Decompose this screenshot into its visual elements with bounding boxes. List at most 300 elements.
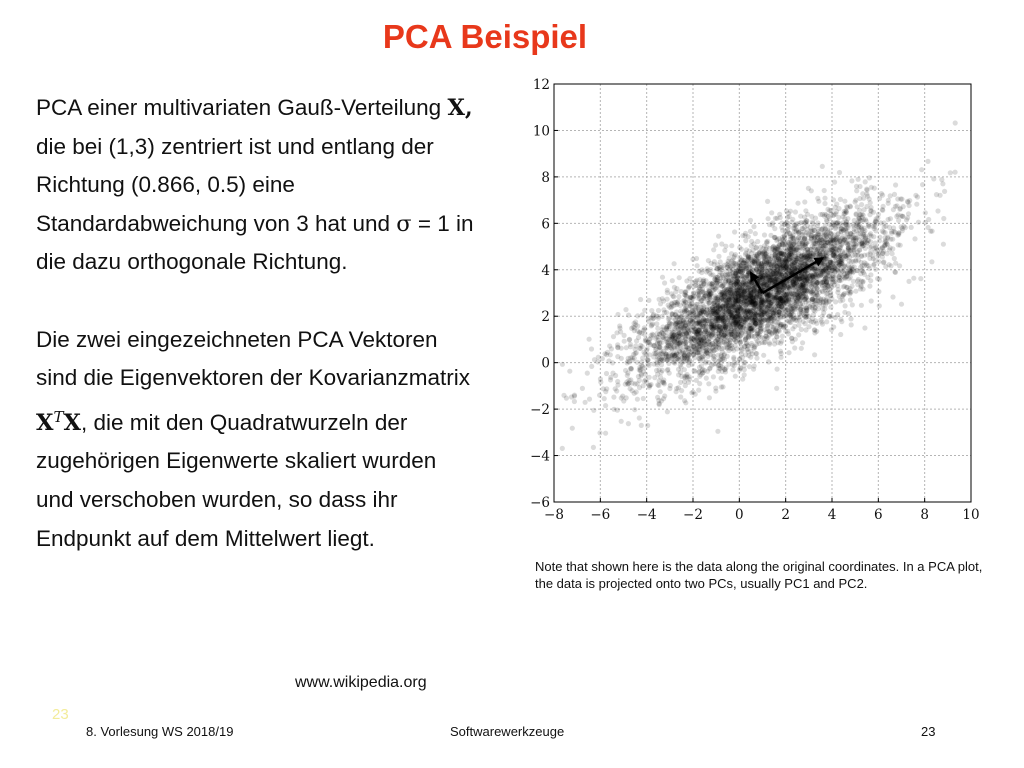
scatter-point <box>737 337 742 342</box>
scatter-point <box>732 325 737 330</box>
scatter-point <box>859 253 864 258</box>
scatter-point <box>656 316 661 321</box>
scatter-point <box>658 375 663 380</box>
scatter-point <box>817 244 822 249</box>
scatter-point <box>611 395 616 400</box>
scatter-point <box>684 331 689 336</box>
scatter-point <box>796 323 801 328</box>
scatter-point <box>635 360 640 365</box>
scatter-point <box>711 247 716 252</box>
scatter-point <box>714 277 719 282</box>
scatter-point <box>606 358 611 363</box>
scatter-point <box>828 260 833 265</box>
scatter-point <box>591 445 596 450</box>
scatter-point <box>781 325 786 330</box>
scatter-point <box>849 322 854 327</box>
scatter-point <box>761 315 766 320</box>
scatter-point <box>769 210 774 215</box>
scatter-point <box>867 266 872 271</box>
scatter-point <box>833 249 838 254</box>
scatter-point <box>935 208 940 213</box>
scatter-point <box>867 175 872 180</box>
scatter-point <box>802 199 807 204</box>
scatter-point <box>847 266 852 271</box>
scatter-point <box>740 260 745 265</box>
scatter-point <box>893 261 898 266</box>
scatter-point <box>685 326 690 331</box>
scatter-point <box>789 220 794 225</box>
scatter-point <box>639 423 644 428</box>
scatter-point <box>692 368 697 373</box>
scatter-point <box>799 220 804 225</box>
scatter-point <box>773 274 778 279</box>
scatter-point <box>867 256 872 261</box>
math-var-x2: X <box>63 409 81 436</box>
scatter-point <box>682 398 687 403</box>
scatter-point <box>668 383 673 388</box>
scatter-point <box>920 182 925 187</box>
scatter-point <box>833 211 838 216</box>
scatter-point <box>856 258 861 263</box>
scatter-point <box>813 254 818 259</box>
scatter-point <box>948 170 953 175</box>
scatter-point <box>748 321 753 326</box>
scatter-point <box>668 343 673 348</box>
scatter-point <box>740 377 745 382</box>
scatter-point <box>660 324 665 329</box>
scatter-point <box>716 234 721 239</box>
scatter-point <box>661 380 666 385</box>
scatter-point <box>848 316 853 321</box>
scatter-point <box>721 309 726 314</box>
scatter-point <box>853 289 858 294</box>
scatter-point <box>911 276 916 281</box>
scatter-point <box>881 230 886 235</box>
math-var-x: X <box>36 409 54 436</box>
scatter-point <box>737 356 742 361</box>
scatter-point <box>763 247 768 252</box>
scatter-point <box>752 302 757 307</box>
scatter-point <box>675 300 680 305</box>
scatter-point <box>803 321 808 326</box>
scatter-point <box>681 359 686 364</box>
scatter-point <box>675 352 680 357</box>
scatter-point <box>901 224 906 229</box>
body-text <box>36 89 476 558</box>
paragraph-gap <box>36 282 476 321</box>
scatter-point <box>877 277 882 282</box>
scatter-point <box>691 325 696 330</box>
scatter-point <box>709 272 714 277</box>
scatter-point <box>729 243 734 248</box>
scatter-point <box>842 199 847 204</box>
scatter-point <box>795 201 800 206</box>
scatter-point <box>832 279 837 284</box>
paragraph1-part1: PCA einer multivariaten Gauß-Verteilung <box>36 95 448 120</box>
scatter-point <box>863 179 868 184</box>
scatter-point <box>877 196 882 201</box>
scatter-point <box>785 223 790 228</box>
scatter-chart <box>524 72 994 537</box>
scatter-point <box>693 283 698 288</box>
scatter-point <box>816 199 821 204</box>
scatter-point <box>782 233 787 238</box>
scatter-point <box>664 357 669 362</box>
scatter-point <box>765 314 770 319</box>
scatter-point <box>820 289 825 294</box>
scatter-point <box>706 300 711 305</box>
scatter-point <box>750 283 755 288</box>
scatter-point <box>849 290 854 295</box>
scatter-point <box>918 276 923 281</box>
scatter-point <box>615 382 620 387</box>
scatter-point <box>755 239 760 244</box>
scatter-point <box>626 378 631 383</box>
scatter-point <box>868 249 873 254</box>
scatter-point <box>766 359 771 364</box>
scatter-point <box>718 259 723 264</box>
scatter-point <box>652 375 657 380</box>
scatter-point <box>748 290 753 295</box>
scatter-point <box>942 189 947 194</box>
scatter-point <box>763 265 768 270</box>
scatter-point <box>718 357 723 362</box>
scatter-point <box>809 188 814 193</box>
scatter-point <box>564 396 569 401</box>
scatter-point <box>873 228 878 233</box>
scatter-point <box>715 314 720 319</box>
scatter-point <box>802 235 807 240</box>
scatter-point <box>831 324 836 329</box>
scatter-point <box>681 318 686 323</box>
scatter-point <box>751 224 756 229</box>
scatter-point <box>737 312 742 317</box>
scatter-point <box>828 305 833 310</box>
scatter-point <box>750 312 755 317</box>
scatter-point <box>770 321 775 326</box>
scatter-point <box>765 199 770 204</box>
scatter-point <box>743 314 748 319</box>
scatter-point <box>737 245 742 250</box>
scatter-point <box>724 331 729 336</box>
scatter-point <box>587 397 592 402</box>
scatter-point <box>683 336 688 341</box>
scatter-point <box>862 325 867 330</box>
scatter-point <box>835 267 840 272</box>
scatter-point <box>718 331 723 336</box>
scatter-point <box>876 289 881 294</box>
scatter-point <box>853 199 858 204</box>
scatter-point <box>734 346 739 351</box>
scatter-point <box>572 399 577 404</box>
scatter-point <box>596 355 601 360</box>
scatter-point <box>872 262 877 267</box>
scatter-point <box>799 346 804 351</box>
scatter-point <box>756 261 761 266</box>
scatter-point <box>774 386 779 391</box>
scatter-point <box>765 324 770 329</box>
scatter-point <box>744 303 749 308</box>
scatter-point <box>736 305 741 310</box>
scatter-point <box>698 372 703 377</box>
scatter-point <box>810 221 815 226</box>
scatter-point <box>876 212 881 217</box>
scatter-point <box>625 370 630 375</box>
scatter-point <box>856 177 861 182</box>
scatter-point <box>876 259 881 264</box>
scatter-point <box>615 354 620 359</box>
scatter-point <box>730 267 735 272</box>
scatter-point <box>820 164 825 169</box>
scatter-point <box>623 382 628 387</box>
scatter-point <box>656 398 661 403</box>
scatter-point <box>798 297 803 302</box>
scatter-point <box>729 251 734 256</box>
scatter-point <box>812 352 817 357</box>
scatter-point <box>744 298 749 303</box>
scatter-point <box>840 258 845 263</box>
scatter-point <box>858 283 863 288</box>
scatter-point <box>929 259 934 264</box>
scatter-point <box>660 352 665 357</box>
scatter-point <box>892 256 897 261</box>
scatter-point <box>727 314 732 319</box>
scatter-point <box>727 340 732 345</box>
sigma-symbol: σ <box>396 210 412 237</box>
scatter-plot-svg <box>524 72 994 532</box>
scatter-point <box>822 261 827 266</box>
scatter-point <box>868 231 873 236</box>
scatter-point <box>861 230 866 235</box>
scatter-point <box>728 272 733 277</box>
scatter-point <box>881 204 886 209</box>
scatter-point <box>629 367 634 372</box>
scatter-point <box>764 240 769 245</box>
scatter-point <box>836 287 841 292</box>
scatter-point <box>709 324 714 329</box>
scatter-point <box>713 243 718 248</box>
scatter-point <box>840 273 845 278</box>
scatter-point <box>812 328 817 333</box>
scatter-point <box>919 167 924 172</box>
scatter-point <box>602 396 607 401</box>
scatter-point <box>658 301 663 306</box>
scatter-point <box>695 289 700 294</box>
scatter-point <box>700 354 705 359</box>
scatter-point <box>864 240 869 245</box>
scatter-point <box>695 263 700 268</box>
scatter-point <box>822 196 827 201</box>
scatter-point <box>802 313 807 318</box>
scatter-point <box>617 326 622 331</box>
scatter-point <box>821 240 826 245</box>
scatter-point <box>560 362 565 367</box>
scatter-point <box>646 298 651 303</box>
scatter-point <box>665 409 670 414</box>
scatter-point <box>752 363 757 368</box>
scatter-point <box>739 352 744 357</box>
scatter-point <box>749 239 754 244</box>
scatter-point <box>787 254 792 259</box>
scatter-point <box>713 386 718 391</box>
scatter-point <box>707 287 712 292</box>
scatter-point <box>890 294 895 299</box>
scatter-point <box>896 218 901 223</box>
scatter-point <box>706 339 711 344</box>
paragraph2-part1: Die zwei eingezeichneten PCA Vektoren sind die Eigenvektoren der Kovarianzmatrix <box>36 326 470 391</box>
scatter-point <box>899 302 904 307</box>
scatter-point <box>846 276 851 281</box>
scatter-point <box>772 306 777 311</box>
scatter-point <box>684 278 689 283</box>
scatter-point <box>580 386 585 391</box>
scatter-point <box>775 367 780 372</box>
scatter-point <box>646 316 651 321</box>
scatter-point <box>676 336 681 341</box>
scatter-point <box>857 227 862 232</box>
scatter-point <box>803 208 808 213</box>
scatter-point <box>622 333 627 338</box>
paragraph-distribution <box>36 89 476 282</box>
scatter-point <box>632 407 637 412</box>
slide-title: PCA Beispiel <box>382 18 588 55</box>
scatter-point <box>647 352 652 357</box>
scatter-point <box>572 393 577 398</box>
scatter-point <box>678 394 683 399</box>
scatter-point <box>939 177 944 182</box>
scatter-point <box>862 260 867 265</box>
scatter-point <box>647 375 652 380</box>
scatter-point <box>603 403 608 408</box>
scatter-point <box>761 353 766 358</box>
scatter-point <box>906 200 911 205</box>
scatter-point <box>683 289 688 294</box>
scatter-point <box>840 236 845 241</box>
scatter-point <box>567 369 572 374</box>
scatter-point <box>654 368 659 373</box>
scatter-point <box>633 343 638 348</box>
scatter-point <box>846 251 851 256</box>
scatter-point <box>857 242 862 247</box>
scatter-point <box>615 312 620 317</box>
scatter-point <box>603 389 608 394</box>
scatter-point <box>828 293 833 298</box>
scatter-point <box>912 236 917 241</box>
scatter-point <box>745 343 750 348</box>
scatter-point <box>869 244 874 249</box>
scatter-point <box>877 303 882 308</box>
scatter-point <box>744 247 749 252</box>
scatter-point <box>587 337 592 342</box>
scatter-point <box>838 298 843 303</box>
scatter-point <box>662 280 667 285</box>
scatter-point <box>737 320 742 325</box>
scatter-point <box>859 202 864 207</box>
scatter-point <box>786 319 791 324</box>
scatter-point <box>763 304 768 309</box>
scatter-point <box>638 297 643 302</box>
scatter-point <box>699 281 704 286</box>
scatter-point <box>780 309 785 314</box>
scatter-point <box>634 350 639 355</box>
scatter-point <box>831 239 836 244</box>
scatter-point <box>898 206 903 211</box>
scatter-point <box>842 268 847 273</box>
scatter-point <box>595 359 600 364</box>
scatter-point <box>822 201 827 206</box>
scatter-point <box>716 254 721 259</box>
scatter-point <box>731 355 736 360</box>
scatter-point <box>739 293 744 298</box>
scatter-point <box>893 204 898 209</box>
scatter-point <box>823 298 828 303</box>
scatter-point <box>729 290 734 295</box>
scatter-point <box>656 308 661 313</box>
scatter-point <box>642 325 647 330</box>
scatter-point <box>835 312 840 317</box>
scatter-point <box>837 170 842 175</box>
scatter-point <box>842 310 847 315</box>
scatter-point <box>714 266 719 271</box>
scatter-point <box>730 367 735 372</box>
scatter-point <box>709 363 714 368</box>
scatter-point <box>641 396 646 401</box>
scatter-point <box>781 291 786 296</box>
scatter-point <box>925 159 930 164</box>
scatter-point <box>697 269 702 274</box>
scatter-point <box>941 216 946 221</box>
scatter-point <box>869 298 874 303</box>
scatter-point <box>718 364 723 369</box>
scatter-point <box>839 319 844 324</box>
scatter-point <box>628 355 633 360</box>
scatter-point <box>792 345 797 350</box>
scatter-point <box>720 369 725 374</box>
scatter-point <box>696 388 701 393</box>
scatter-point <box>640 312 645 317</box>
scatter-point <box>757 324 762 329</box>
scatter-point <box>780 334 785 339</box>
scatter-point <box>915 194 920 199</box>
scatter-point <box>780 228 785 233</box>
scatter-point <box>770 220 775 225</box>
scatter-point <box>597 430 602 435</box>
scatter-point <box>824 212 829 217</box>
scatter-point <box>693 350 698 355</box>
scatter-point <box>825 207 830 212</box>
scatter-point <box>615 345 620 350</box>
scatter-point <box>741 274 746 279</box>
scatter-point <box>665 368 670 373</box>
scatter-point <box>762 336 767 341</box>
scatter-point <box>888 245 893 250</box>
scatter-point <box>683 308 688 313</box>
scatter-point <box>628 344 633 349</box>
scatter-point <box>716 353 721 358</box>
scatter-point <box>671 333 676 338</box>
scatter-point <box>642 308 647 313</box>
scatter-point <box>675 345 680 350</box>
scatter-point <box>840 214 845 219</box>
scatter-point <box>762 309 767 314</box>
scatter-point <box>814 290 819 295</box>
scatter-point <box>704 269 709 274</box>
scatter-point <box>682 367 687 372</box>
scatter-point <box>708 331 713 336</box>
scatter-point <box>815 280 820 285</box>
paragraph1-part2: die bei (1,3) zentriert ist und entlang der Richtung (0.866, 0.5) eine Standardabweichung von 3 hat und <box>36 133 434 236</box>
scatter-point <box>797 229 802 234</box>
